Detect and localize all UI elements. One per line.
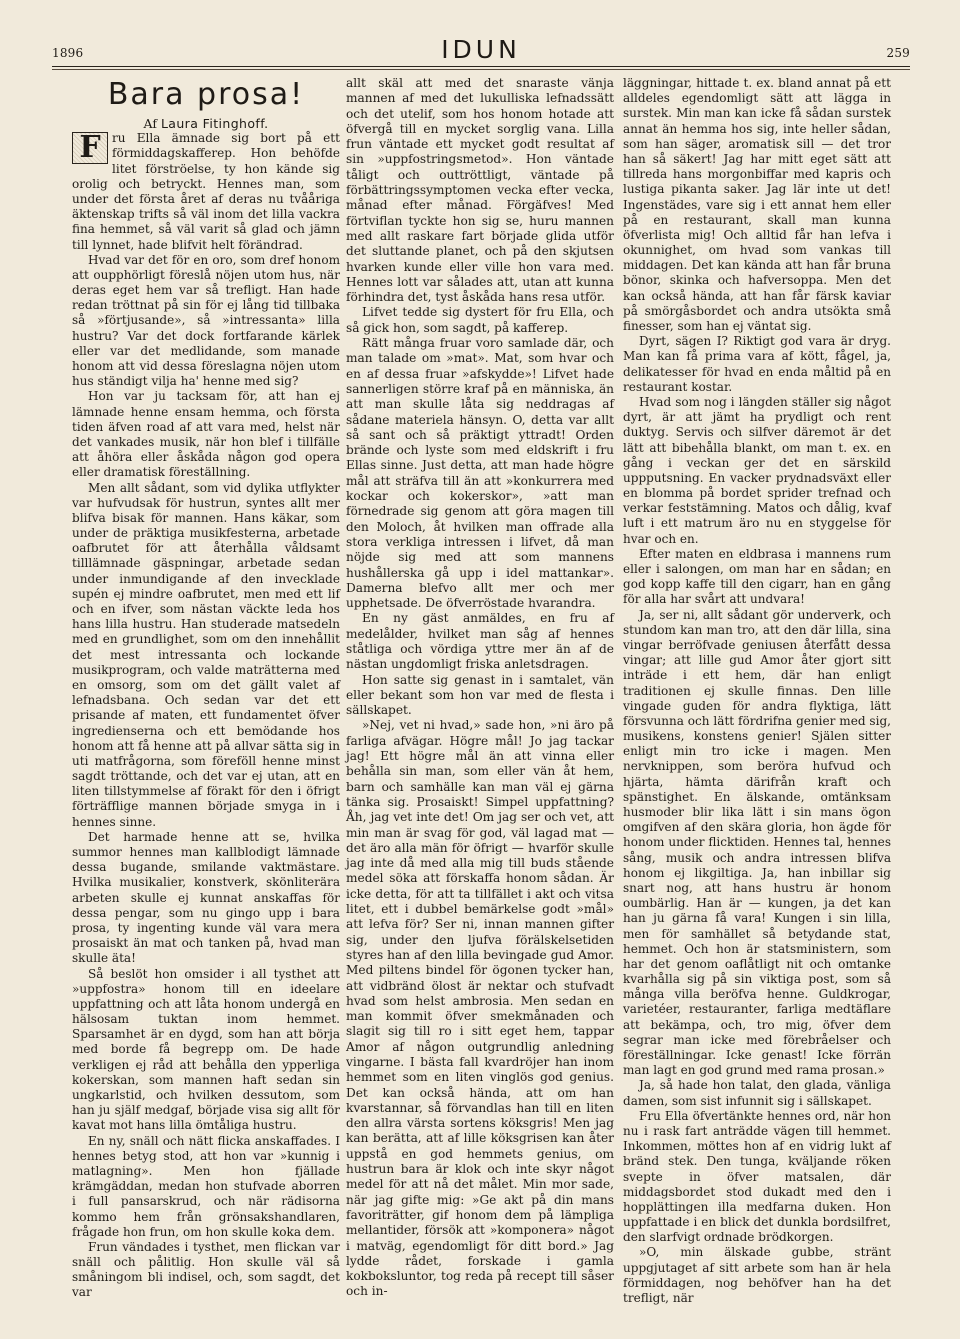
paragraph: Hvad var det för en oro, som dref honom att oupphörligt föreslå nöjen utom hus, när deras eget hem var så trefligt. Han hade redan tröttnat på sin för ej lång tid tillbaka så »förtjusande», så »intressanta» lilla hustru? Var det dock fortfarande kärlek eller var det medlidande, som manade honom att vid dessa föreslagna nöjen utom hus ständigt vilja ha' henne med sig?: [72, 252, 340, 389]
column-1-body: [72, 253, 340, 1301]
paragraph: Så beslöt hon omsider i all tysthet att »uppfostra» honom till en ideelare uppfattning och att låta honom undergå en hälsosam tuktan inom hemmet. Sparsamhet är en dygd, som han att börja med borde få begrepp om. De hade verkligen ej råd att behålla den ypperliga kokerskan, som mannen haft sedan sin ungkarlstid, och hvilken dessutom, som han ju själf medgaf, började visa sig allt för kavat mot hans lilla ömtåliga hustru.: [72, 966, 340, 1133]
header-rule-thin: [52, 69, 910, 70]
column-1: [72, 76, 340, 1301]
paragraph: Hon var ju tacksam för, att han ej lämnade henne ensam hemma, och första tiden äfven road af att vara med, helst när det vankades musik, när hon blef i tillfälle att åhöra eller åskåda någon god opera eller dramatisk föreställning.: [72, 389, 340, 480]
paragraph: En ny, snäll och nätt flicka anskaffades. I hennes betyg stod, att hon var »kunnig i matlagning». Men hon fjällade krämgäddan, medan hon stufvade aborren i full pansarskrud, och när rädisorna kommo hem från grönsakshandlaren, frågade hon frun, om hon skulle koka dem.: [72, 1133, 340, 1239]
paragraph: Det harmade henne att se, hvilka summor hennes man kallblodigt lämnade dessa bugande, smilande vaktmästare. Hvilka musikalier, konstverk, skönliterära arbeten skulle ej kunnat anskaffas för dessa pengar, som nu gingo upp i bara prosa, ty ingenting kunde väl vara mera prosaiskt än mat och tanken på, hvad man skulle äta!: [72, 829, 340, 966]
paragraph: Rätt många fruar voro samlade där, och man talade om »mat». Mat, som hvar och en af dessa fruar »afskydde»! Lifvet hade sannerligen större kraf på en människa, än att man skulle låta sig neddragas af sådane materiela hänsyn. O, detta var allt så sant och så präktigt yttradt! Orden brände och lyste som med eldskrift i fru Ellas sinne. Just detta, att man hade högre mål att sträfva till än att »konkurrera med kockar och kokerskor», »att man förnedrade sig genom att göra magen till den Moloch, åt hvilken man offrade alla stora verkliga intressen i lifvet, då man nöjde sig med att som mannens hushållerska gå upp i idel mattankar». Damerna blefvo allt mer och mer upphetsade. De öfverröstade hvarandra.: [346, 336, 614, 611]
paragraph: Ja, ser ni, allt sådant gör underverk, och stundom kan man tro, att den där lilla, sina vingar berröfvade geniusen återfått dessa vingar; att lille gud Amor åter gjort sitt inträde i ett hem, där han enligt traditionen ej skulle finnas. Den lille vingade guden för andra flyktiga, lätt försvunna och lätt fördrifna genier med sig, musikens, konstens genier! Själen sitter enligt min tro icke i magen. Men nervknippen, som beröra hufvud och hjärta, hämta därifrån kraft och spänstighet. En älskande, omtänksam husmoder blir lika lätt i sin mans ögon omgifven af den skära gloria, hon ägde för honom under flicktiden. Hennes tal, hennes sång, musik och andra intressen blifva honom ej likgiltiga. Ja, han inbillar sig snart nog, att hans hustru är honom oumbärlig. Han är — kungen, ja det kan han ju gärna få vara! Kungen i sin lilla, men för samhället så betydande stat, hemmet. Och hon är statsministern, som har det genom oaflåtligt nit och omtanke kvarhålla sig på sin viktiga post, som så många villa beröfva henne. Guldkrogar, varietéer, restauranter, farliga medtäflare att bekämpa, och, tro mig, öfver dem segrar man icke med förebråelser och föreställningar. Icke genast! Icke förrän man lagt en god grund med rama prosan.»: [623, 607, 891, 1078]
byline-prefix: Af: [143, 116, 157, 131]
paragraph: Fru Ella öfvertänkte hennes ord, när hon nu i rask fart anträdde vägen till hemmet. Inkommen, möttes hon af en vidrig lukt af bränd stek. Den tunga, kväljande röken svepte in öfver matsalen, där middagsbordet stod dukadt med den i hopplättingen illa medfarna duken. Hon uppfattade i en blick det dunkla bordsilfret, den slarfvigt ordnade brödkorgen.: [623, 1108, 891, 1245]
page-number-left: 1896: [52, 46, 84, 60]
paragraph: Efter maten en eldbrasa i mannens rum eller i salongen, om man har en sådan; en god kopp kaffe till den cigarr, han en gång för alla har svårt att undvara!: [623, 546, 891, 607]
column-2: [346, 76, 614, 1300]
column-3-body: [623, 76, 891, 1306]
paragraph: allt skäl att med det snaraste vänja mannen af med det lukulliska lefnadssätt och det utelif, som hos honom hotade att öfvergå till en mycket sorglig vana. Lilla frun väntade ett mycket godt resultat af sin »uppfostringsmetod». Hon väntade tåligt och outtröttligt, väntade på förbättringssymptomen vecka efter vecka, månad efter månad. Förgäfves! Med förtviflan tyckte hon sig se, huru mannen med allt raskare fart började glida utför det sluttande planet, och på den skjutsen hvarken kunde eller ville hon vara med. Hennes lott var sålades att, utan att kunna förhindra det, tyst åskåda hans resa utför.: [346, 76, 614, 305]
byline: [72, 116, 340, 131]
first-paragraph: [72, 131, 340, 253]
author-name: Laura Fitinghoff.: [160, 116, 269, 131]
drop-cap-letter: F: [72, 132, 108, 164]
paragraph: Dyrt, sägen I? Riktigt god vara är dryg. Man kan få prima vara af kött, fågel, ja, delikatesser för hvad en enda måltid på en restaurant kostar.: [623, 334, 891, 394]
paragraph: Lifvet tedde sig dystert för fru Ella, och så gick hon, som sagdt, på kafferep.: [346, 305, 614, 335]
paragraph: Hvad som nog i längden ställer sig något dyrt, är att jämt ha prydligt och rent duktyg. Servis och silfver däremot är det lätt att bibehålla blankt, om man t. ex. en gång i veckan ger det en särskild uppputsning. En vacker prydnadsväxt eller en blomma på bordet sprider trefnad och verkar feststämning. Matos och dålig, kvaf luft i ett matrum äro nu en styggelse för hvar och en.: [623, 394, 891, 546]
first-paragraph-text: ru Ella ämnade sig bort på ett förmiddagskafferep. Hon behöfde litet förströelse, ty hon kände sig orolig och betryckt. Hennes man, som under det första året af deras nu tvååriga äktenskap trifts så väl inom det lilla vackra fina hemmet, så väl varit så glad och jämn till lynnet, hade blifvit helt förändrad.: [72, 131, 340, 252]
paragraph: Men allt sådant, som vid dylika utflykter var hufvudsak för hustrun, syntes allt mer blifva bisak för mannen. Hans käkar, som under de präktiga musikfesterna, arbetade oafbrutet för att återhålla våldsamt tilllämnade gäspningar, arbetade sedan under inmundigande af den invecklade supén ej mindre oafbrutet, men med ett lif och en ifver, som nästan väckte leda hos hans lilla hustru. Han studerade matsedeln med en grundlighet, som om den innehållit det mest intressanta och lockande musikprogram, och valde maträtterna med en omsorg, som om det gällt valet af lefnadsbana. Och sedan var det ett prisande af maten, ett fundamentet öfver ingredienserna och ett bemödande hos honom att få henne att på allvar sätta sig in uti matfrågorna, som föreföll henne minst sagdt tröttande, och det var ej utan, att en liten tillstymmelse af förakt för den i öfrigt förträfflige mannen började smyga in i hennes sinne.: [72, 480, 340, 829]
page-number-right: 259: [886, 46, 910, 60]
masthead: IDUN: [441, 35, 521, 64]
column-2-body: [346, 76, 614, 1300]
page-header: [52, 36, 910, 66]
column-3: [623, 76, 891, 1306]
article-title: Bara prosa!: [107, 77, 305, 112]
paragraph: »Nej, vet ni hvad,» sade hon, »ni äro på farliga afvägar. Högre mål! Jo jag tackar jag! Ett högre mål än att vinna eller behålla sin man, som eller vän åt hem, barn och samhälle kan man väl ej gärna tänka sig. Prosaiskt! Simpel uppfattning? Åh, jag vet inte det! Om jag ser och vet, att min man är svag för god, väl lagad mat — det äro alla män för öfrigt — hvarför skulle jag inte då med alla mig till buds stående medel söka att förskaffa honom sådan. Är icke detta, för att ta tillfället i akt och vitsa litet, ett i dubbel bemärkelse godt »mål» att lefva för? Ser ni, innan mannen gifter sig, under den ljufva förälskelsetiden styres han af den lilla bevingade gud Amor. Med piltens bindel för ögonen tycker han, att vidbränd ölost är nektar och stufvadt hvad som helst ambrosia. Men sedan en man kommit öfver smekmånaden och slagit sig till ro i sitt eget hem, tappar Amor af någon outgrundlig anledning vingarne. I bästa fall kvardröjer han inom hemmet som en liten vinglös god genius. Det kan också hända, att om han kvarstannar, så förvandlas han till en liten den allra värsta sortens köksgris! Men jag kan berätta, att af lille köksgrisen kan åter uppstå en god hemmets genius, om hustrun bara är klok och inte skyr något medel för att nå det målet. Min mor sade, när jag gifte mig: »Ge akt på din mans favoriträtter, gif honom dem på lämpliga mellantider, försök att »komponera» något i matväg, egendomligt för ditt bord.» Jag lydde rådet, forskade i gamla kokboksluntor, tog reda på recept till såser och in-: [346, 718, 614, 1299]
header-rule: [52, 66, 910, 67]
paragraph: Hon satte sig genast in i samtalet, vän eller bekant som hon var med de flesta i sällskapet.: [346, 672, 614, 718]
paragraph: läggningar, hittade t. ex. bland annat på ett alldeles egendomligt sätt att lägga in surstek. Min man kan icke få sådan surstek annat än hemma hos sig, inte heller sådan, som han säger, aromatisk sill — det tror han så säkert! Jag har mitt eget sätt att tillreda hans morgonbiffar med kapris och lustiga pikanta saker. Jag lär inte ut det! Ingenstädes, vare sig i ett annat hem eller på en restaurant, skall man kunna öfverlista mig! Och alltid får han lefva i okunnighet, om hvad som vankas till middagen. Det kan kända att han får bruna bönor, skinka och hafversoppa. Men det kan också hända, att han får färsk kaviar på smörgåsbordet och andra utsökta små finesser, som han ej väntat sig.: [623, 76, 891, 333]
paragraph: »O, min älskade gubbe, stränt uppgjutaget af sitt arbete som han är hela förmiddagen, nog behöfver han ha det trefligt, när: [623, 1245, 891, 1305]
paragraph: En ny gäst anmäldes, en fru af medelålder, hvilket man såg af hennes ståtliga och vördiga yttre mer än af de nästan ungdomligt friska anletsdragen.: [346, 611, 614, 672]
paragraph: Frun vändades i tysthet, men flickan var snäll och pålitlig. Hon skulle väl så småningom bli indisel, och, som sagdt, det var: [72, 1239, 340, 1300]
paragraph: Ja, så hade hon talat, den glada, vänliga damen, som sist infunnit sig i sällskapet.: [623, 1078, 891, 1108]
